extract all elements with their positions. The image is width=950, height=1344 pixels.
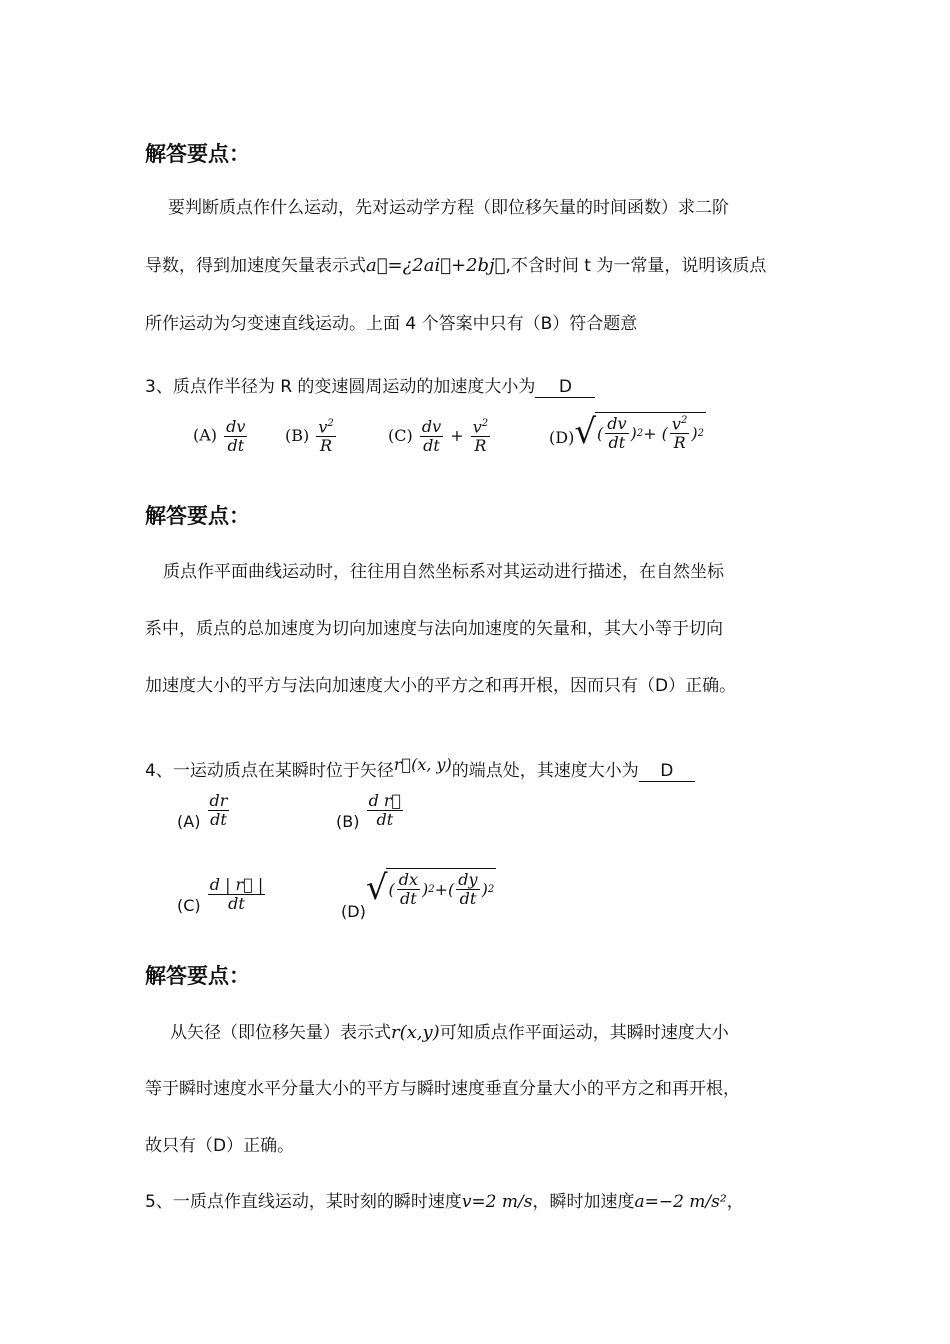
paragraph-1-line-2 [145,251,766,276]
q4-option-c: (C) $\frac{d | r⃗ |}{dt}$ [177,875,264,915]
question-3-answer: D [535,377,595,398]
acceleration-vector-formula: a⃗=¿2ai⃗+2bj⃗ [366,255,506,276]
question-4-text-b: 的端点处，其速度大小为 [451,761,639,781]
paragraph-3-line-1 [170,1018,729,1043]
q3-option-a-label: (A) [193,425,218,445]
question-3-text: 3、质点作半径为 R 的变速圆周运动的加速度大小为 [145,377,536,397]
q3-option-a: (A) $\frac{dv}{dt}$ [193,417,246,455]
paragraph-3-line-3: 故只有（D）正确。 [145,1136,295,1156]
q4-option-b: (B) $\frac{\text{d r⃗}}{dt}$ [336,791,402,831]
paragraph-1-line-3: 所作运动为匀变速直线运动。上面 4 个答案中只有（B）符合题意 [145,314,638,334]
paragraph-3-text-b: 可知质点作平面运动，其瞬时速度大小 [439,1023,729,1043]
answer-heading-1: 解答要点： [145,142,250,166]
q3-option-c-label: (C) [388,425,413,445]
q4-option-c-label: (C) [177,895,201,915]
question-4-text-a: 4、一运动质点在某瞬时位于矢径 [145,761,394,781]
answer-heading-3: 解答要点： [145,964,250,988]
question-5-text-b: ，瞬时加速度 [532,1192,635,1212]
radius-vector-formula: r⃗(x, y) [393,755,452,774]
q4-option-b-label: (B) [336,811,360,831]
q4-option-d-label: (D) [341,901,366,921]
velocity-formula: v=2 m/s [461,1192,533,1212]
q4-option-a-label: (A) [177,811,201,831]
paragraph-1-text-a: 导数，得到加速度矢量表示式 [145,256,366,276]
q4-option-a: (A) $\frac{dr}{dt}$ [177,791,228,831]
paragraph-1-line-1: 要判断质点作什么运动，先对运动学方程（即位移矢量的时间函数）求二阶 [168,198,729,218]
q3-option-b-label: (B) [285,425,310,445]
paragraph-3-line-2: 等于瞬时速度水平分量大小的平方与瞬时速度垂直分量大小的平方之和再开根， [145,1079,740,1099]
paragraph-1-text-b: ,不含时间 t 为一常量，说明该质点 [505,256,767,276]
paragraph-2-line-1: 质点作平面曲线运动时，往往用自然坐标系对其运动进行描述，在自然坐标 [163,562,724,582]
question-5-text-c: ， [726,1192,744,1212]
q3-option-d: (D) √ ( $\frac{dv}{dt}$ ) 2 + ( $\frac{v^2}{R}$ ) 2 [549,411,704,452]
q3-option-b: (B) $\frac{v^2}{R}$ [285,417,334,455]
question-5-text-a: 5、一质点作直线运动，某时刻的瞬时速度 [145,1192,462,1212]
paragraph-2-line-2: 系中，质点的总加速度为切向加速度与法向加速度的矢量和，其大小等于切向 [145,619,723,639]
answer-heading-2: 解答要点： [145,504,250,528]
position-vector-formula: r(x,y) [391,1022,440,1043]
acceleration-formula: a=−2 m/s² [634,1192,727,1212]
question-3 [145,372,595,398]
question-4-answer: D [639,761,695,782]
q3-option-d-label: (D) [549,427,575,447]
q3-option-c: (C) $\frac{dv}{dt}$ + $\frac{v^2}{R}$ [388,417,489,455]
paragraph-2-line-3: 加速度大小的平方与法向加速度大小的平方之和再开根，因而只有（D）正确。 [145,676,737,696]
question-5 [145,1187,744,1212]
question-4 [145,756,695,782]
paragraph-3-text-a: 从矢径（即位移矢量）表示式 [170,1023,391,1043]
q4-option-d: (D) √ ( $\frac{dx}{dt}$ ) 2 +( $\frac{dy}{dt}$ ) 2 [341,867,495,921]
